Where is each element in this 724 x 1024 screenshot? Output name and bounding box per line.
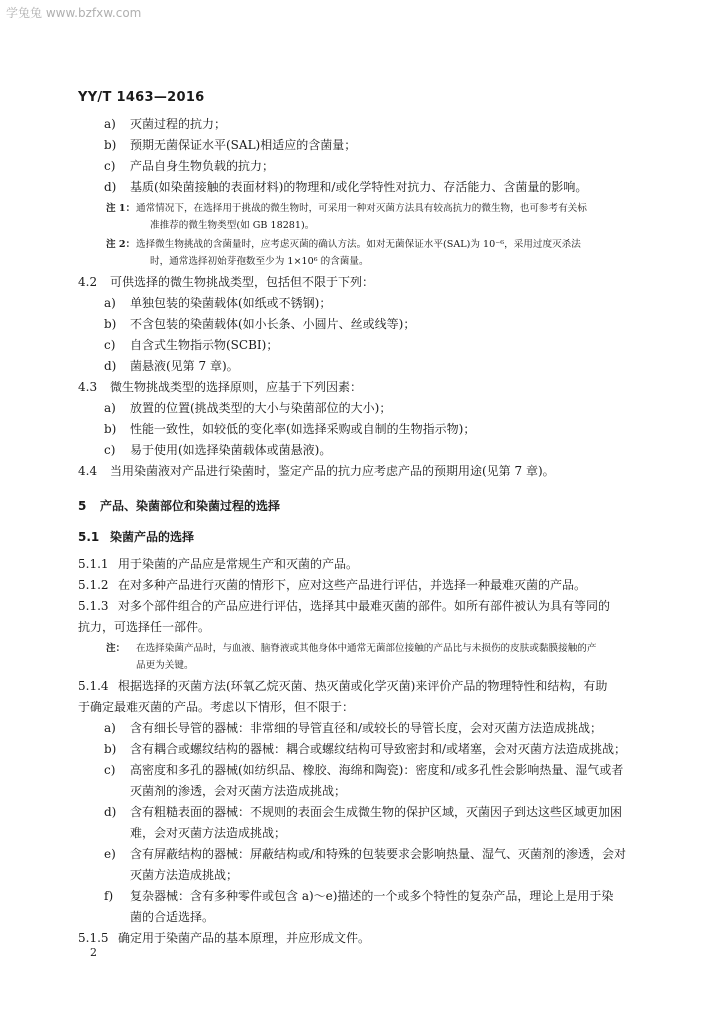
- list-text: 高密度和多孔的器械(如纺织品、橡胶、海绵和陶瓷)：密度和/或多孔性会影响热量、湿气或者: [130, 763, 624, 777]
- list-text: 灭菌方法造成挑战；: [130, 868, 239, 882]
- section-number: 5: [78, 499, 87, 513]
- clause-text: 可供选择的微生物挑战类型，包括但不限于下列：: [110, 275, 375, 289]
- list-marker: c): [104, 443, 116, 457]
- list-text: 菌悬液(见第 7 章)。: [130, 359, 239, 373]
- standard-number: YY/T 1463—2016: [78, 90, 205, 105]
- note-1: [78, 200, 654, 234]
- list-item: [78, 335, 654, 356]
- list-text: 基质(如染菌接触的表面材料)的物理和/或化学特性对抗力、存活能力、含菌量的影响。: [130, 180, 588, 194]
- list-marker: e): [104, 847, 116, 861]
- list-marker: f): [104, 889, 114, 903]
- list-text: 单独包装的染菌载体(如纸或不锈钢)；: [130, 296, 332, 310]
- list-item: [78, 844, 654, 886]
- list-marker: d): [104, 180, 117, 194]
- list-text: 放置的位置(挑战类型的大小与染菌部位的大小)；: [130, 401, 392, 415]
- note-line: 通常情况下，在选择用于挑战的微生物时，可采用一种对灭菌方法具有较高抗力的微生物，也可参考有关标: [136, 203, 587, 214]
- clause-number: 5.1.5: [78, 931, 109, 945]
- note-label: 注 2：: [106, 239, 136, 250]
- clause-text: 对多个部件组合的产品应进行评估，选择其中最难灭菌的部件。如所有部件被认为具有等同的: [118, 599, 611, 613]
- clause-5-1-3-cont: [78, 617, 654, 638]
- clause-text: 当用染菌液对产品进行染菌时，鉴定产品的抗力应考虑产品的预期用途(见第 7 章)。: [110, 464, 555, 478]
- clause-text: 在对多种产品进行灭菌的情形下，应对这些产品进行评估，并选择一种最难灭菌的产品。: [118, 578, 587, 592]
- note-line: 选择微生物挑战的含菌量时，应考虑灭菌的确认方法。如对无菌保证水平(SAL)为 10⁻⁶，采用过度灭杀法: [136, 239, 581, 250]
- clause-5-1-4: [78, 676, 654, 697]
- list-text: 性能一致性，如较低的变化率(如选择采购或自制的生物指示物)；: [130, 422, 476, 436]
- list-item: [78, 718, 654, 739]
- clause-number: 4.4: [78, 464, 98, 478]
- list-marker: d): [104, 359, 117, 373]
- list-item: [78, 398, 654, 419]
- clause-number: 5.1.3: [78, 599, 109, 613]
- list-item: [78, 156, 654, 177]
- list-item: [78, 293, 654, 314]
- list-item: [78, 802, 654, 844]
- clause-5-1-4-cont: [78, 697, 654, 718]
- list-marker: b): [104, 138, 117, 152]
- list-text: 不含包装的染菌载体(如小长条、小圆片、丝或线等)；: [130, 317, 416, 331]
- clause-text: 根据选择的灭菌方法(环氧乙烷灭菌、热灭菌或化学灭菌)来评价产品的物理特性和结构，有助: [118, 679, 608, 693]
- section-heading-5-1: [78, 527, 654, 548]
- list-text: 含有屏蔽结构的器械：屏蔽结构或/和特殊的包装要求会影响热量、湿气、灭菌剂的渗透，会对: [130, 847, 627, 861]
- list-item: [78, 440, 654, 461]
- note-line: 在选择染菌产品时，与血液、脑脊液或其他身体中通常无菌部位接触的产品比与未损伤的皮肤或黏膜接触的产: [136, 643, 597, 654]
- list-item: [78, 419, 654, 440]
- clause-4-4: [78, 461, 654, 482]
- list-text: 含有粗糙表面的器械：不规则的表面会生成微生物的保护区域，灭菌因子到达这些区域更加困: [130, 805, 623, 819]
- list-marker: a): [104, 296, 116, 310]
- watermark: 学兔兔 www.bzfxw.com: [6, 6, 142, 20]
- list-item: [78, 314, 654, 335]
- list-text: 自含式生物指示物(SCBI)；: [130, 338, 279, 352]
- list-text: 含有细长导管的器械：非常细的导管直径和/或较长的导管长度，会对灭菌方法造成挑战；: [130, 721, 603, 735]
- section-number: 5.1: [78, 530, 100, 544]
- note-2: [78, 236, 654, 270]
- page-number: 2: [90, 946, 97, 959]
- list-text: 难，会对灭菌方法造成挑战；: [130, 826, 287, 840]
- list-text: 产品自身生物负载的抗力；: [130, 159, 275, 173]
- section-title: 产品、染菌部位和染菌过程的选择: [100, 499, 281, 513]
- document-body: [78, 114, 654, 949]
- note-label: 注：: [106, 643, 126, 654]
- clause-number: 4.3: [78, 380, 98, 394]
- list-item: [78, 177, 654, 198]
- clause-4-2: [78, 272, 654, 293]
- list-marker: d): [104, 805, 117, 819]
- note-label: 注 1：: [106, 203, 136, 214]
- list-marker: b): [104, 422, 117, 436]
- clause-5-1-2: [78, 575, 654, 596]
- clause-5-1-3: [78, 596, 654, 617]
- note-3: [78, 640, 654, 674]
- list-marker: b): [104, 317, 117, 331]
- list-marker: a): [104, 117, 116, 131]
- list-item: [78, 760, 654, 802]
- clause-number: 5.1.4: [78, 679, 109, 693]
- section-heading-5: [78, 496, 654, 517]
- list-text: 预期无菌保证水平(SAL)相适应的含菌量；: [130, 138, 357, 152]
- list-item: [78, 114, 654, 135]
- section-title: 染菌产品的选择: [110, 530, 195, 544]
- list-marker: b): [104, 742, 117, 756]
- clause-5-1-5: [78, 928, 654, 949]
- list-item: [78, 886, 654, 928]
- list-text: 菌的合适选择。: [130, 910, 215, 924]
- list-text: 复杂器械：含有多种零件或包含 a)～e)描述的一个或多个特性的复杂产品，理论上是用于染: [130, 889, 614, 903]
- clause-text: 微生物挑战类型的选择原则，应基于下列因素：: [110, 380, 363, 394]
- list-marker: a): [104, 401, 116, 415]
- list-marker: a): [104, 721, 116, 735]
- list-text: 含有耦合或螺纹结构的器械：耦合或螺纹结构可导致密封和/或堵塞，会对灭菌方法造成挑战；: [130, 742, 627, 756]
- list-text: 灭菌剂的渗透，会对灭菌方法造成挑战；: [130, 784, 347, 798]
- clause-4-3: [78, 377, 654, 398]
- list-item: [78, 739, 654, 760]
- clause-number: 4.2: [78, 275, 98, 289]
- list-text: 灭菌过程的抗力；: [130, 117, 227, 131]
- clause-text: 抗力，可选择任一部件。: [78, 620, 211, 634]
- list-text: 易于使用(如选择染菌载体或菌悬液)。: [130, 443, 332, 457]
- clause-text: 确定用于染菌产品的基本原理，并应形成文件。: [118, 931, 371, 945]
- clause-text: 于确定最难灭菌的产品。考虑以下情形，但不限于：: [78, 700, 355, 714]
- clause-number: 5.1.2: [78, 578, 109, 592]
- clause-number: 5.1.1: [78, 557, 109, 571]
- note-line: 准推荐的微生物类型(如 GB 18281)。: [150, 220, 315, 231]
- list-item: [78, 356, 654, 377]
- clause-5-1-1: [78, 554, 654, 575]
- list-marker: c): [104, 159, 116, 173]
- list-marker: c): [104, 763, 116, 777]
- list-item: [78, 135, 654, 156]
- clause-text: 用于染菌的产品应是常规生产和灭菌的产品。: [118, 557, 359, 571]
- list-marker: c): [104, 338, 116, 352]
- note-line: 品更为关键。: [136, 660, 194, 671]
- note-line: 时，通常选择初始芽孢数至少为 1×10⁶ 的含菌量。: [150, 256, 369, 267]
